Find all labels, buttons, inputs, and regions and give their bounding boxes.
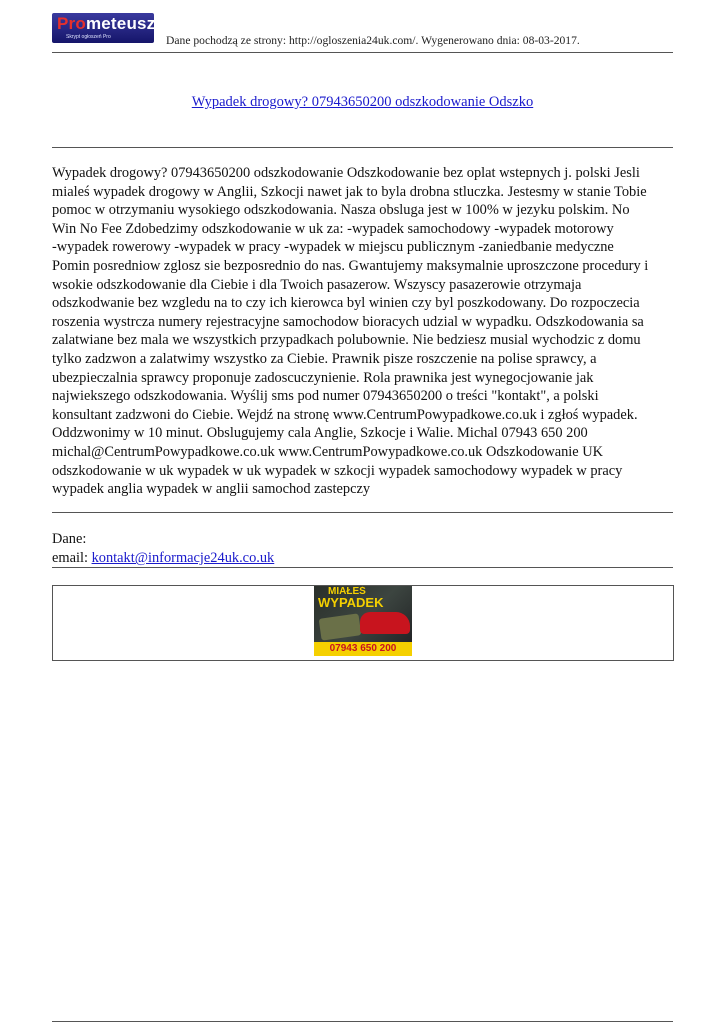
body-line: odszkodwanie bez wzgledu na to czy ich kierowca byl winien czy byl poszkodowany. Do rozpoczecia: [52, 295, 640, 312]
body-line: najwiekszego odszkodowania. Wyślij sms pod numer 07943650200 o treści "kontakt", a polski: [52, 388, 599, 405]
body-line: Oddzwonimy w 10 minut. Obslugujemy cala Anglie, Szkocje i Walie. Michal 07943 650 200: [52, 425, 588, 442]
contact-divider: [52, 567, 673, 568]
body-line: roszenia wystrcza numery rejestracyjne samochodow bioracych udzial w wypadku. Odszkodowania sa: [52, 313, 644, 330]
contact-label: Dane:: [52, 531, 87, 547]
page-title: [0, 94, 725, 111]
contact-section: [52, 530, 274, 568]
ad-description: [52, 164, 677, 499]
body-line: Win No Fee Zdobedzimy odszkodowanie w uk za: -wypadek samochodowy -wypadek motorowy: [52, 220, 614, 237]
body-line: pomoc w otrzymaniu wysokiego odszkodowania. Nasza obsluga jest w 100% w jezyku polskim. No: [52, 202, 630, 219]
header-divider: [52, 52, 673, 53]
image-frame: [52, 585, 674, 661]
ad-car-shape: [360, 612, 410, 634]
ad-wreck-shape: [319, 613, 362, 640]
contact-email-line: [52, 549, 274, 568]
body-line: wsokie odszkodowanie dla Ciebie i dla Twoich pasazerow. Wszyscy pasazerowie otrzymaja: [52, 276, 582, 293]
email-label: email:: [52, 550, 92, 566]
email-link[interactable]: kontakt@informacje24uk.co.uk: [91, 550, 275, 566]
body-line: tylko zadzwon a zalatwimy wszystko za Ciebie. Prawnik pisze roszczenie na polise sprawcy, a: [52, 350, 597, 367]
source-line: Dane pochodzą ze strony: http://ogloszenia24uk.com/. Wygenerowano dnia: 08-03-2017.: [166, 34, 580, 47]
prometeusz-logo: [52, 13, 154, 43]
body-line: ubezpieczalnia sprawcy proponuje zadoscuczynienie. Rola prawnika jest wynegocjowanie jak: [52, 369, 594, 386]
body-line: Wypadek drogowy? 07943650200 odszkodowanie Odszkodowanie bez oplat wstepnych j. polski Jesli: [52, 165, 640, 181]
title-link[interactable]: Wypadek drogowy? 07943650200 odszkodowanie Odszko: [191, 94, 534, 110]
ad-image-phone: 07943 650 200: [314, 642, 412, 656]
body-line: Pomin posredniow zglosz sie bezposrednio do nas. Gwantujemy maksymalnie uproszczone procedury i: [52, 257, 649, 274]
body-line: wypadek anglia wypadek w anglii samochod zastepczy: [52, 481, 371, 498]
body-line: zalatwiane bez mala we wszystkich przypadkach polubownie. Nie bedziesz musial wychodzic z domu: [52, 332, 641, 349]
logo-subtitle: Skrypt ogłoszeń Pro: [66, 34, 111, 40]
ad-image-line1: MIAŁEŚ: [328, 586, 366, 597]
logo-text-white: meteusz: [85, 14, 156, 33]
ad-image-line2: WYPADEK: [318, 595, 384, 610]
body-line: odszkodowanie w uk wypadek w uk wypadek w szkocji wypadek samochodowy wypadek w pracy: [52, 462, 623, 479]
logo-wordmark: [57, 14, 155, 34]
body-divider: [52, 512, 673, 513]
body-line: konsultant zadzwoni do Ciebie. Wejdź na stronę www.CentrumPowypadkowe.co.uk i zgłoś wypadek.: [52, 406, 638, 423]
body-line: michal@CentrumPowypadkowe.co.uk www.CentrumPowypadkowe.co.uk Odszkodowanie UK: [52, 443, 604, 460]
title-divider: [52, 147, 673, 148]
body-line: -wypadek rowerowy -wypadek w pracy -wypadek w miejscu publicznym -zaniedbanie medyczne: [52, 239, 614, 256]
footer-divider: [52, 1021, 673, 1022]
body-line: mialeś wypadek drogowy w Anglii, Szkocji nawet jak to byla drobna stluczka. Jestesmy w stanie Tobie: [52, 183, 647, 200]
ad-image: [314, 586, 412, 656]
logo-text-red: Pro: [57, 14, 86, 33]
